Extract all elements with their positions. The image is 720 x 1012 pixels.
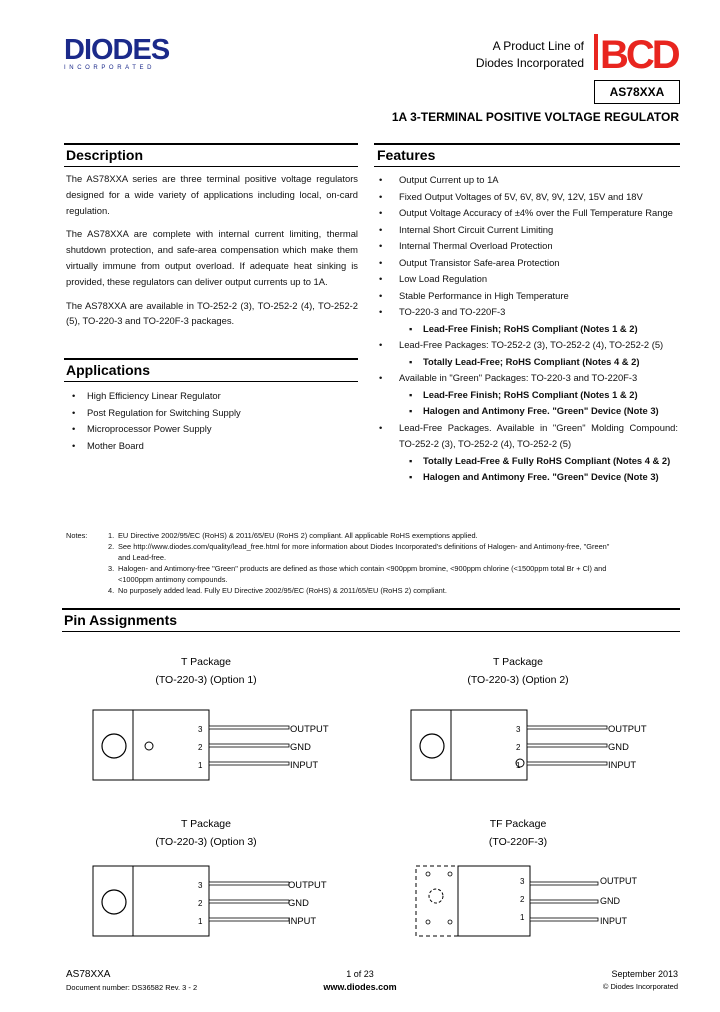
note-item: 3. Halogen- and Antimony-free "Green" products are defined as those which contain <900ppm bromine, <900ppm chlorine (<1500ppm total Br + Cl) and <1000ppm antimony compounds. [108,564,607,584]
feature-subitem: ▪ Halogen and Antimony Free. "Green" Device (Note 3) [409,405,659,416]
pins-heading: Pin Assignments [64,612,178,628]
application-item: • Mother Board [72,439,144,451]
feature-item: • Stable Performance in High Temperature [379,289,569,301]
features-list [378,172,678,486]
footer-part: AS78XXA [66,969,111,980]
package-1-diagram [92,706,342,786]
applications-rule-top [64,358,358,360]
pin-label-output: OUTPUT [288,879,327,890]
applications-rule-bottom [64,381,358,382]
applications-list [66,388,358,454]
pin-label-output: OUTPUT [290,723,329,734]
pin-label-gnd: GND [288,897,309,908]
description-paragraph-1: The AS78XXA series are three terminal positive voltage regulators designed for a wide variety of applications including local, on-card regulation. [66,173,358,216]
pin-number: 1 [198,761,203,770]
package-1-title: T Package (TO-220-3) (Option 1) [155,656,257,686]
pin-label-input: INPUT [600,916,627,926]
bcd-logo [594,32,694,72]
bcd-logo-text: BCD [600,33,678,72]
package-3-diagram [92,862,342,942]
pin-number: 3 [516,725,521,734]
pin-label-input: INPUT [288,915,317,926]
product-line-2: Diodes Incorporated [475,56,584,70]
pin-number: 1 [520,913,525,922]
pin-label-output: OUTPUT [600,876,637,886]
note-item: 4. No purposely added lead. Fully EU Directive 2002/95/EC (RoHS) & 2011/65/EU (RoHS 2) compliant. [108,586,447,595]
application-item: • High Efficiency Linear Regulator [72,390,221,401]
footer-date: September 2013 [611,969,678,979]
diodes-logo-subtext: INCORPORATED [64,65,156,71]
package-2-title: T Package (TO-220-3) (Option 2) [467,656,569,686]
pin-number: 3 [198,881,203,890]
pin-number: 3 [198,725,203,734]
features-rule-bottom [374,166,680,167]
pin-label-gnd: GND [600,896,620,906]
feature-subitem: ▪ Totally Lead-Free & Fully RoHS Compliant (Notes 4 & 2) [409,454,671,466]
footer-page: 1 of 23 [346,969,374,979]
feature-item: • Output Current up to 1A [379,174,499,185]
feature-item: • Fixed Output Voltages of 5V, 6V, 8V, 9V, 12V, 15V and 18V [379,190,643,202]
application-item: • Microprocessor Power Supply [72,423,212,434]
product-line [476,38,584,72]
pin-number: 2 [516,743,521,752]
pins-rule-top [62,608,680,610]
diodes-logo-text: DIODES [64,34,170,66]
feature-item: • Internal Thermal Overload Protection [379,240,553,251]
feature-item: • TO-220-3 and TO-220F-3 [379,306,506,317]
pin-number: 3 [520,877,525,886]
footer-doc-number: Document number: DS36582 Rev. 3 - 2 [66,983,198,992]
note-item: 2. See http://www.diodes.com/quality/lead_free.html for more information about Diodes Incorporated's definitions of Halogen- and Antimony-free, "Green" and Lead-free. [108,542,610,562]
pin-number: 2 [198,743,203,752]
feature-item: • Output Transistor Safe-area Protection [379,256,560,268]
footer-url[interactable]: www.diodes.com [323,982,397,992]
feature-subitem: ▪ Halogen and Antimony Free. "Green" Device (Note 3) [409,471,659,482]
notes-label: Notes: [66,531,88,540]
package-3-title: T Package (TO-220-3) (Option 3) [155,818,257,848]
applications-heading: Applications [66,362,151,378]
features-heading: Features [377,147,436,163]
feature-subitem: ▪ Lead-Free Finish; RoHS Compliant (Notes 1 & 2) [409,388,638,400]
application-item: • Post Regulation for Switching Supply [72,406,241,418]
notes [66,530,678,596]
package-2-diagram [410,706,660,786]
feature-item: • Internal Short Circuit Current Limiting [379,223,554,235]
pin-number: 1 [198,917,203,926]
pin-label-input: INPUT [608,759,637,770]
description-paragraph-3: The AS78XXA are available in TO-252-2 (3), TO-252-2 (4), TO-252-2 (5), TO-220-3 and TO-220F-3 packages. [66,299,358,327]
pin-number: 2 [520,895,525,904]
feature-item: • Lead-Free Packages. Available in "Green" Molding Compound: TO-252-2 (3), TO-252-2 (4), TO-252-2 (5) [379,421,678,449]
description-rule-bottom [64,166,358,167]
feature-item: • Lead-Free Packages: TO-252-2 (3), TO-252-2 (4), TO-252-2 (5) [379,339,664,350]
note-item: 1. EU Directive 2002/95/EC (RoHS) & 2011/65/EU (RoHS 2) compliant. All applicable RoHS exemptions applied. [108,531,478,540]
product-line-1: A Product Line of [492,39,584,53]
pins-rule-bottom [62,631,680,632]
pin-label-gnd: GND [608,741,629,752]
pin-number: 2 [198,899,203,908]
feature-item: • Low Load Regulation [379,273,488,284]
feature-item: • Output Voltage Accuracy of ±4% over the Full Temperature Range [379,207,673,218]
feature-subitem: ▪ Lead-Free Finish; RoHS Compliant (Notes 1 & 2) [409,322,638,334]
pin-label-output: OUTPUT [608,723,647,734]
pin-number: 1 [516,761,521,770]
description-heading: Description [66,147,144,163]
description-paragraph-2: The AS78XXA are complete with internal current limiting, thermal shutdown protection, and safe-area compensation which make them virtually immune from output overload. If adequate heat sinking is provided, these regulators can deliver output currents up to 1A. [66,228,358,287]
footer-copyright: © Diodes Incorporated [602,982,678,991]
feature-item: • Available in "Green" Packages: TO-220-3 and TO-220F-3 [379,372,638,383]
description-body [66,171,358,337]
pin-label-gnd: GND [290,741,311,752]
part-number-box: AS78XXA [594,80,680,104]
description-rule-top [64,143,358,145]
diodes-logo [64,36,190,72]
document-title: 1A 3-TERMINAL POSITIVE VOLTAGE REGULATOR [391,110,679,124]
package-4-title: TF Package (TO-220F-3) [488,818,548,848]
pin-label-input: INPUT [290,759,319,770]
package-4-diagram [414,862,664,942]
features-rule-top [374,143,680,145]
feature-subitem: ▪ Totally Lead-Free; RoHS Compliant (Notes 4 & 2) [409,355,640,367]
